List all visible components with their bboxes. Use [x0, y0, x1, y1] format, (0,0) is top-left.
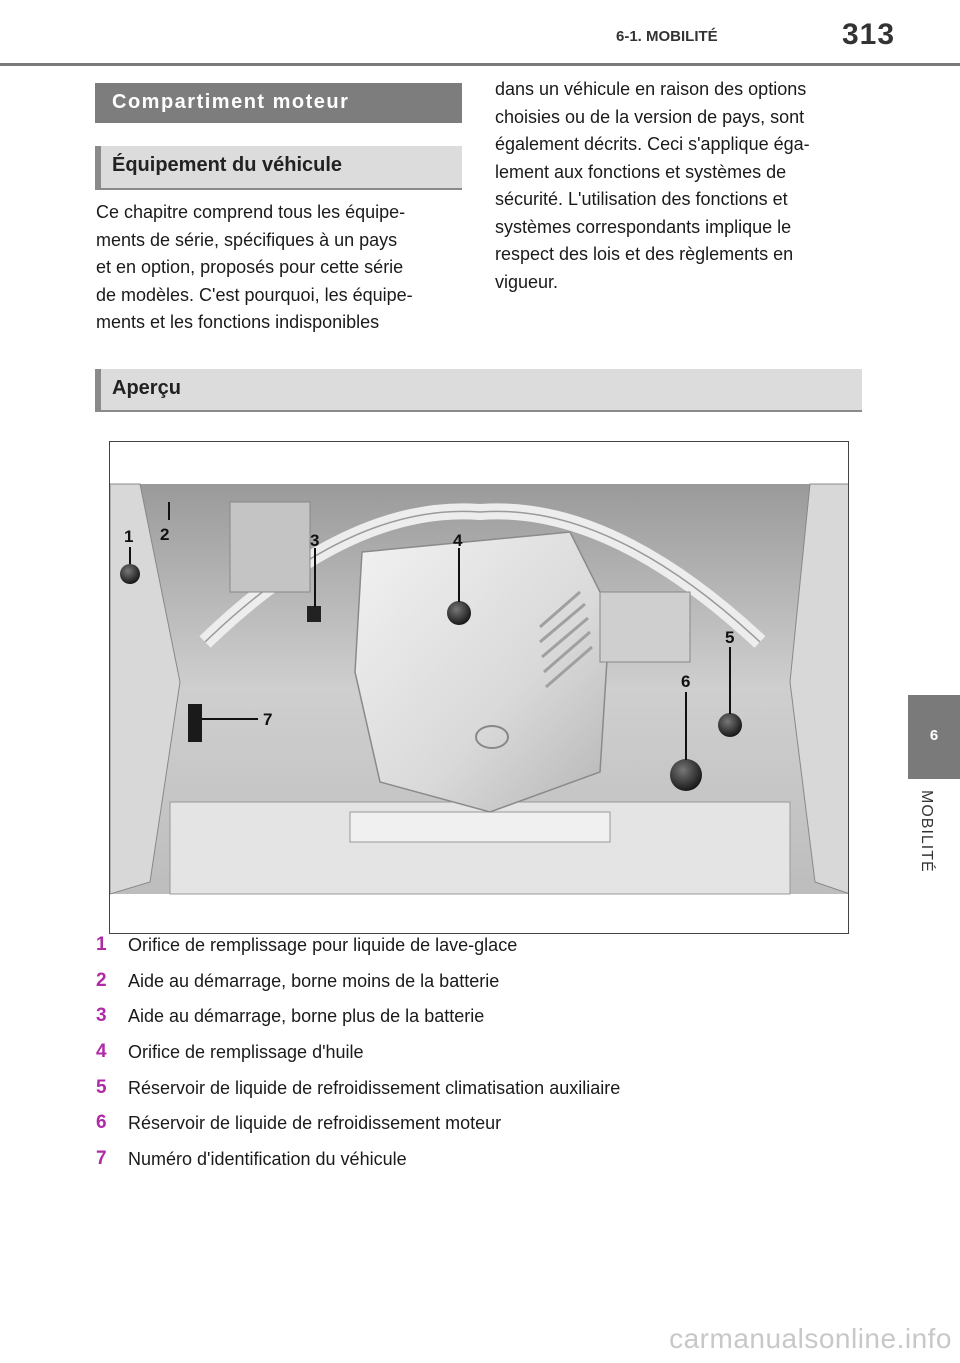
legend-item — [96, 1005, 876, 1041]
legend-item — [96, 970, 876, 1006]
legend-text: Aide au démarrage, borne plus de la batterie — [128, 1006, 485, 1027]
text-line: également décrits. Ceci s'applique éga- — [495, 134, 810, 154]
text-line: lement aux fonctions et systèmes de — [495, 161, 787, 182]
radiator-support — [350, 812, 610, 842]
text-line: sécurité. L'utilisation des fonctions et — [495, 189, 788, 209]
left-housing — [230, 502, 310, 592]
legend-text: Réservoir de liquide de refroidissement climatisation auxiliaire — [128, 1077, 621, 1098]
header-section: 6-1. MOBILITÉ — [616, 28, 718, 45]
watermark: carmanualsonline.info — [669, 1323, 952, 1354]
legend-number: 3 — [96, 1005, 107, 1027]
legend-text: Réservoir de liquide de refroidissement moteur — [128, 1113, 502, 1134]
heading-vehicle-equipment: Équipement du véhicule — [95, 146, 462, 190]
intro-paragraph-right — [495, 76, 865, 296]
legend-list — [96, 934, 876, 1184]
washer-cap — [120, 564, 140, 584]
jump-terminal-plus — [307, 606, 321, 622]
chapter-tab[interactable] — [908, 695, 960, 779]
right-housing — [600, 592, 690, 662]
callout-label: 3 — [310, 531, 320, 550]
engine-figure — [109, 441, 849, 934]
legend-number: 7 — [96, 1148, 107, 1170]
legend-number: 6 — [96, 1112, 107, 1134]
legend-item — [96, 1077, 876, 1113]
intro-paragraph-left — [96, 199, 466, 337]
legend-number: 2 — [96, 969, 107, 991]
oil-filler-cap — [447, 601, 471, 625]
legend-number: 5 — [96, 1076, 107, 1098]
header-rule — [0, 63, 960, 66]
legend-text: Numéro d'identification du véhicule — [128, 1149, 407, 1170]
engine-illustration — [110, 442, 849, 934]
vin-plate — [188, 704, 202, 742]
text-line: ments et les fonctions indisponibles — [96, 312, 380, 332]
legend-text: Aide au démarrage, borne moins de la batterie — [128, 970, 500, 991]
text-line: choisies ou de la version de pays, sont — [495, 106, 805, 127]
heading-engine-compartment: Compartiment moteur — [95, 83, 462, 123]
text-line: de modèles. C'est pourquoi, les équipe- — [96, 284, 413, 305]
text-line: ments de série, spécifiques à un pays — [96, 229, 398, 250]
heading-overview: Aperçu — [95, 369, 862, 412]
page-number: 313 — [842, 18, 896, 51]
text-line: systèmes correspondants implique le — [495, 216, 792, 237]
text-line: vigueur. — [495, 271, 559, 292]
chapter-tab-label: MOBILITÉ — [918, 790, 935, 873]
legend-number: 4 — [96, 1041, 107, 1063]
legend-text: Orifice de remplissage d'huile — [128, 1042, 364, 1063]
callout-label: 4 — [453, 531, 463, 550]
text-line: Ce chapitre comprend tous les équipe- — [96, 202, 406, 222]
text-line: et en option, proposés pour cette série — [96, 257, 404, 277]
coolant-aux-cap — [718, 713, 742, 737]
legend-text: Orifice de remplissage pour liquide de lave-glace — [128, 935, 518, 955]
engine-cover — [355, 532, 610, 812]
callout-label: 7 — [263, 710, 273, 729]
callout-label: 6 — [681, 672, 691, 691]
legend-item — [96, 934, 876, 970]
legend-item — [96, 1148, 876, 1184]
coolant-engine-cap — [670, 759, 702, 791]
text-line: dans un véhicule en raison des options — [495, 79, 807, 99]
callout-label: 1 — [124, 527, 134, 546]
callout-label: 2 — [160, 525, 170, 544]
text-line: respect des lois et des règlements en — [495, 244, 794, 264]
callout-label: 5 — [725, 628, 735, 647]
legend-number: 1 — [96, 934, 107, 955]
legend-item — [96, 1041, 876, 1077]
legend-item — [96, 1112, 876, 1148]
chapter-tab-number: 6 — [929, 727, 939, 744]
